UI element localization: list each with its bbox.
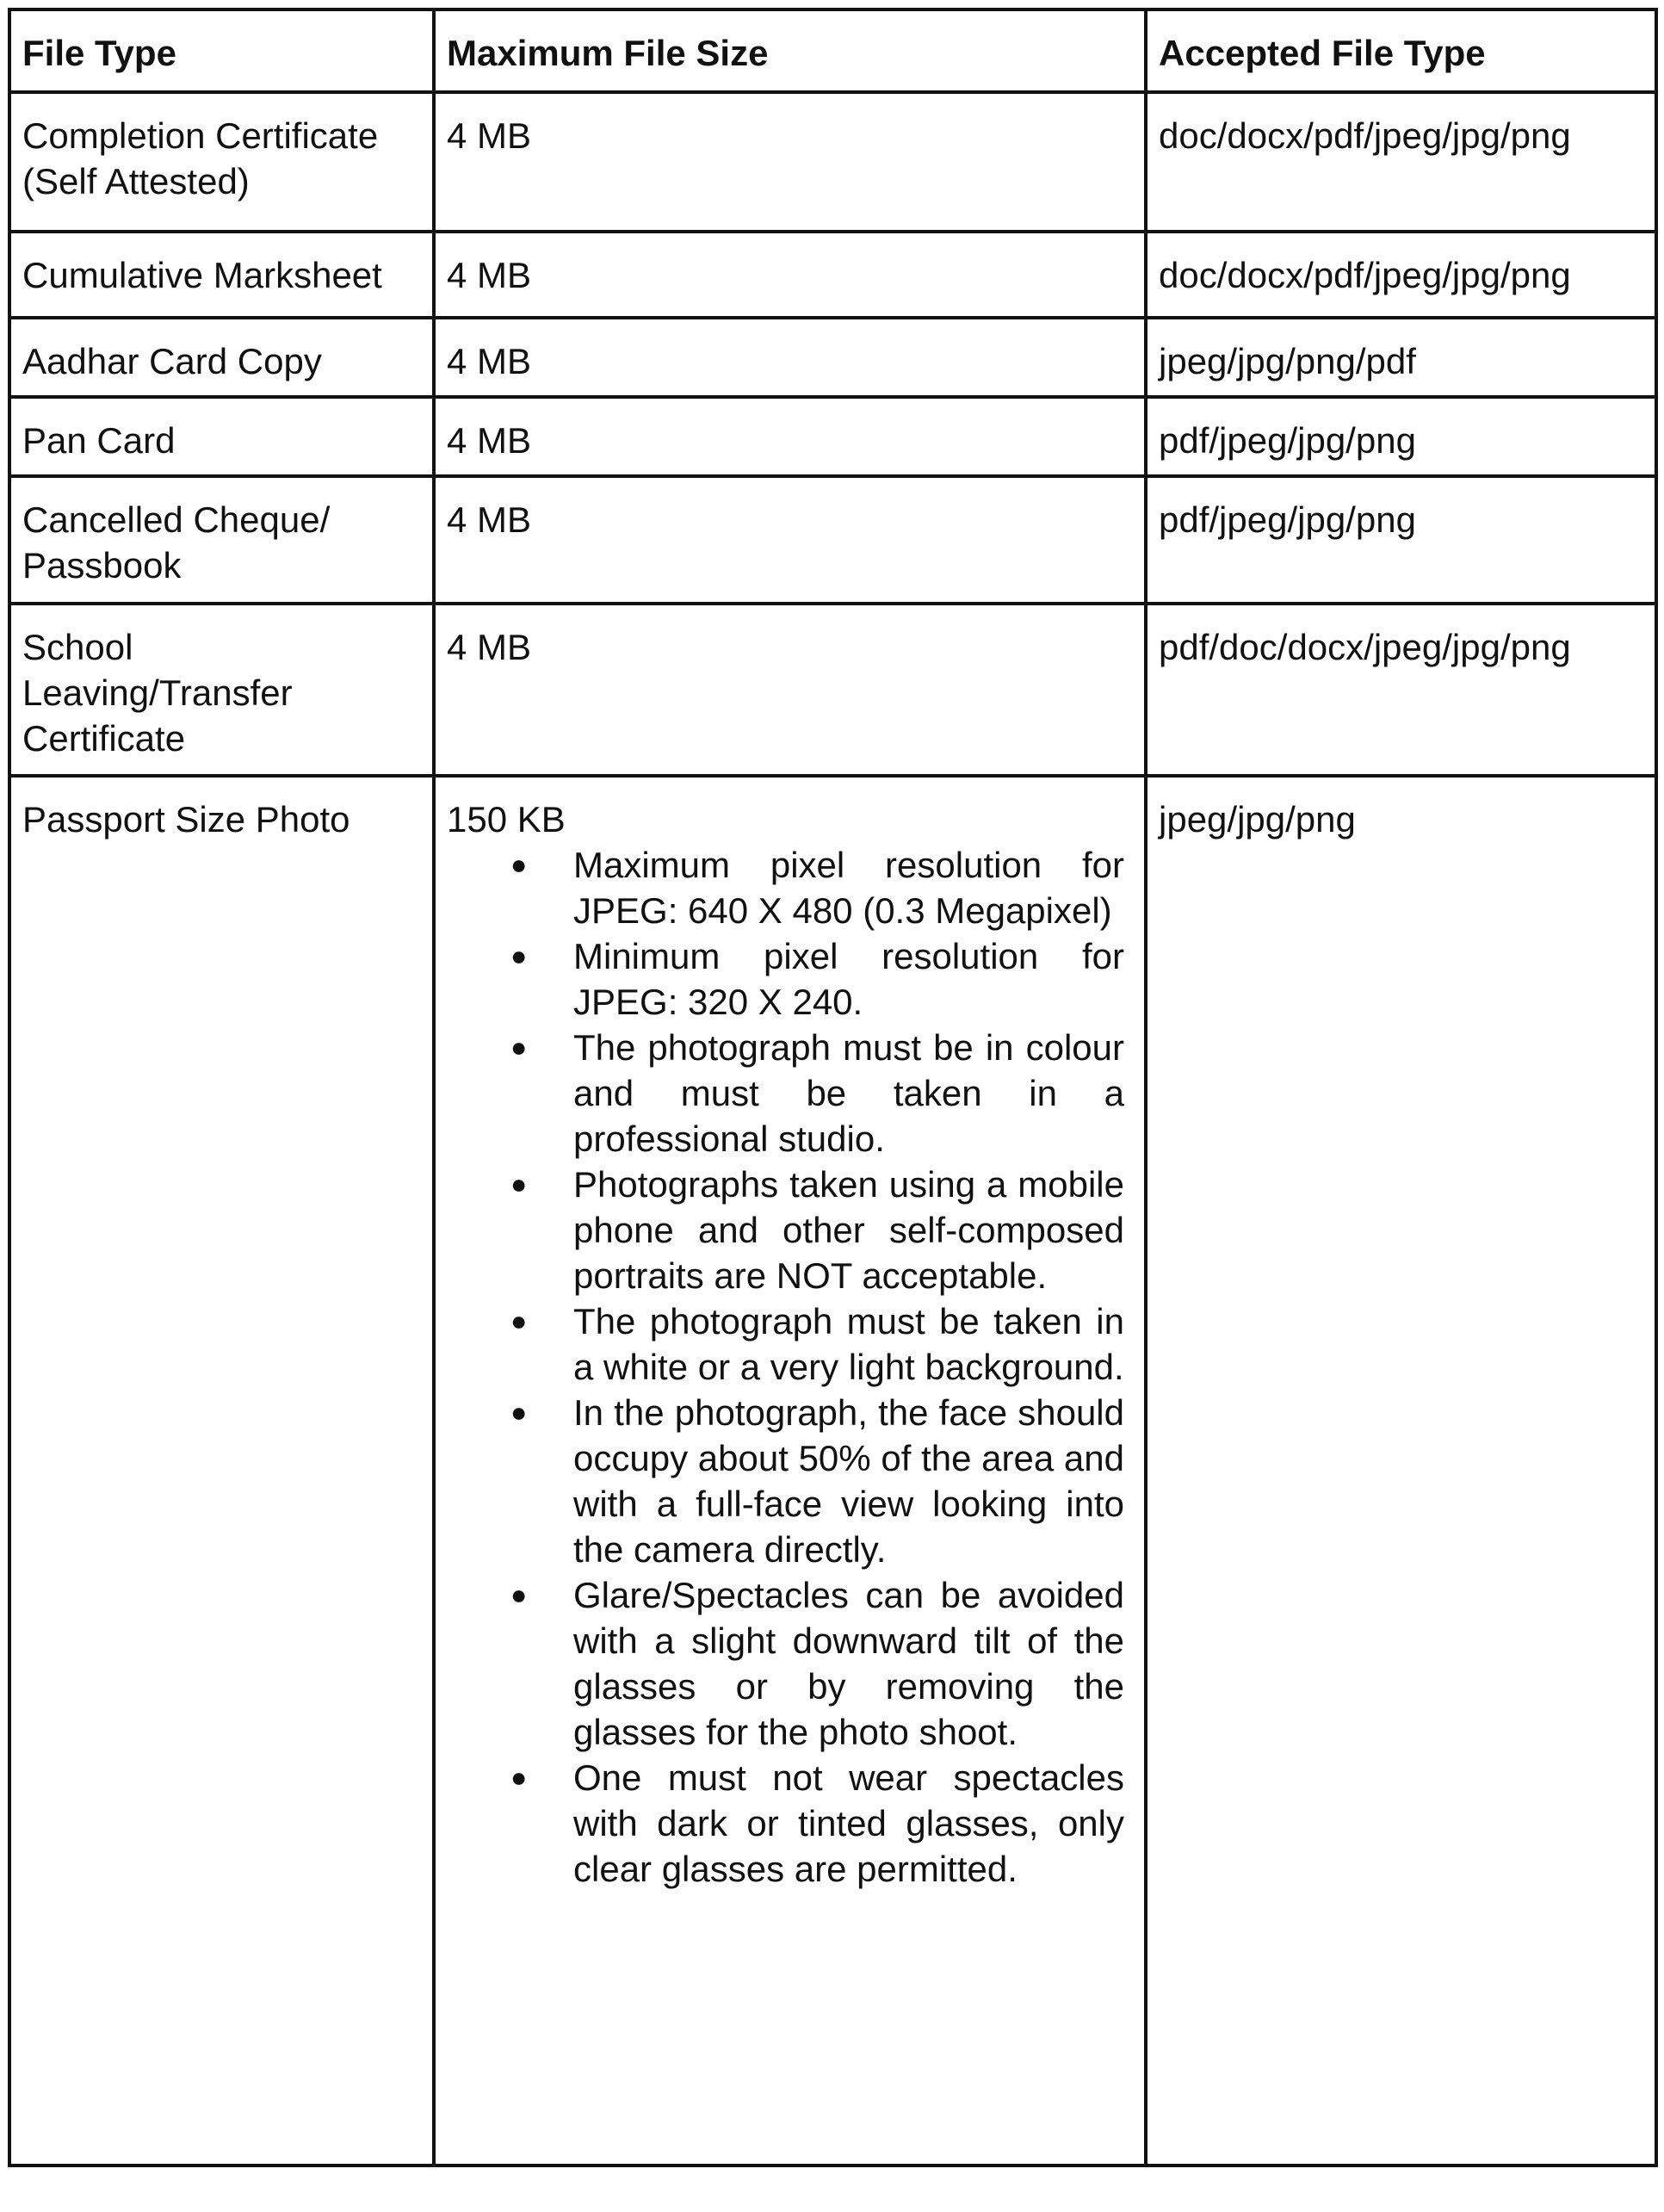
table-row	[9, 232, 1656, 318]
table-row	[9, 397, 1656, 476]
file-type-cell: Passport Size Photo	[9, 776, 434, 2166]
file-type-cell: Cancelled Cheque/ Passbook	[9, 476, 434, 604]
table-row	[9, 776, 1656, 2166]
photo-requirements-list	[447, 842, 1133, 1892]
max-size-cell: 4 MB	[434, 92, 1146, 232]
table-header-row	[9, 9, 1656, 92]
file-requirements-table	[8, 8, 1658, 2167]
max-size-cell: 4 MB	[434, 318, 1146, 397]
accepted-type-cell: jpeg/jpg/png/pdf	[1146, 318, 1656, 397]
list-item: ● Maximum pixel resolution for JPEG: 640 X 480 (0.3 Megapixel)	[573, 842, 1124, 933]
bullet-icon: ●	[510, 1168, 528, 1199]
file-type-cell: Aadhar Card Copy	[9, 318, 434, 397]
bullet-icon: ●	[510, 940, 528, 971]
accepted-type-cell: pdf/doc/docx/jpeg/jpg/png	[1146, 604, 1656, 776]
table-row	[9, 318, 1656, 397]
accepted-type-cell: doc/docx/pdf/jpeg/jpg/png	[1146, 232, 1656, 318]
file-type-cell: Pan Card	[9, 397, 434, 476]
table-row	[9, 604, 1656, 776]
list-item: ● The photograph must be in colour and must be taken in a professional studio.	[573, 1025, 1124, 1162]
accepted-type-cell: doc/docx/pdf/jpeg/jpg/png	[1146, 92, 1656, 232]
list-item: ● Glare/Spectacles can be avoided with a slight downward tilt of the glasses or by removing the glasses for the photo shoot.	[573, 1572, 1124, 1755]
max-size-cell: 4 MB	[434, 232, 1146, 318]
table-row	[9, 476, 1656, 604]
max-size-cell: 4 MB	[434, 397, 1146, 476]
list-item: ● Minimum pixel resolution for JPEG: 320 X 240.	[573, 933, 1124, 1025]
list-item: ● One must not wear spectacles with dark or tinted glasses, only clear glasses are permitted.	[573, 1755, 1124, 1892]
bullet-icon: ●	[510, 1397, 528, 1428]
list-item: ● Photographs taken using a mobile phone and other self-composed portraits are NOT acceptable.	[573, 1162, 1124, 1298]
accepted-type-cell: pdf/jpeg/jpg/png	[1146, 397, 1656, 476]
max-size-cell: 4 MB	[434, 604, 1146, 776]
list-item: ● In the photograph, the face should occupy about 50% of the area and with a full-face view looking into the camera directly.	[573, 1390, 1124, 1572]
table-row	[9, 92, 1656, 232]
bullet-icon: ●	[510, 849, 528, 880]
accepted-type-cell: pdf/jpeg/jpg/png	[1146, 476, 1656, 604]
max-size-cell	[434, 776, 1146, 2166]
bullet-icon: ●	[510, 1305, 528, 1336]
file-type-cell: School Leaving/Transfer Certificate	[9, 604, 434, 776]
file-type-cell: Completion Certificate (Self Attested)	[9, 92, 434, 232]
max-size-value: 150 KB	[447, 799, 566, 840]
file-type-cell: Cumulative Marksheet	[9, 232, 434, 318]
max-size-cell: 4 MB	[434, 476, 1146, 604]
bullet-icon: ●	[510, 1762, 528, 1793]
header-file-type: File Type	[9, 9, 434, 92]
bullet-icon: ●	[510, 1579, 528, 1610]
bullet-icon: ●	[510, 1032, 528, 1063]
header-max-file-size: Maximum File Size	[434, 9, 1146, 92]
list-item: ● The photograph must be taken in a white or a very light background.	[573, 1298, 1124, 1390]
accepted-type-cell: jpeg/jpg/png	[1146, 776, 1656, 2166]
header-accepted-file-type: Accepted File Type	[1146, 9, 1656, 92]
